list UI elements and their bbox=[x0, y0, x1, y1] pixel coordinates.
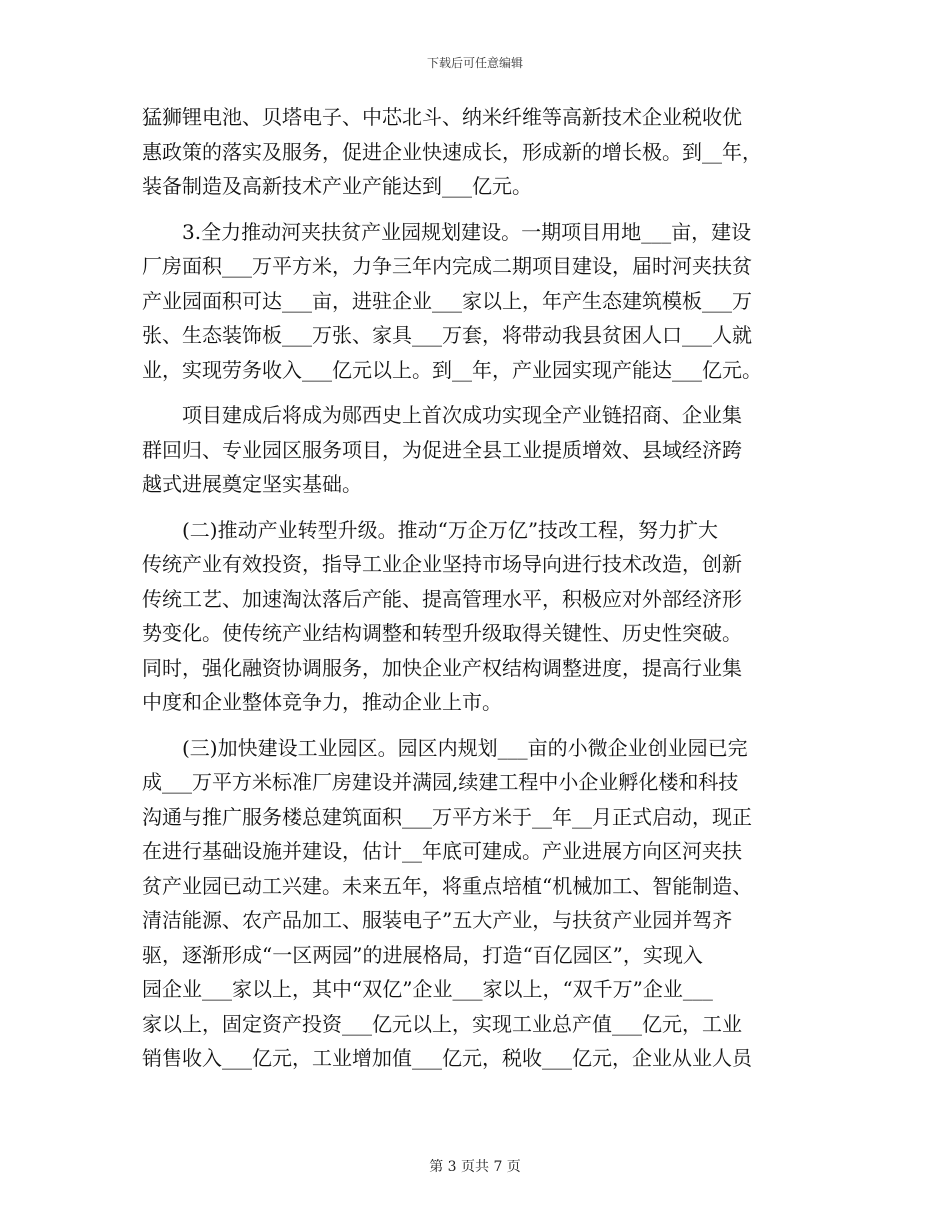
paragraph-3 bbox=[142, 398, 810, 502]
paragraph-5 bbox=[142, 731, 810, 1076]
paragraph-1 bbox=[142, 100, 810, 204]
text-line: 家以上，固定资产投资___亿元以上，实现工业总产值___亿元，工业 bbox=[142, 1011, 742, 1036]
text-line: 惠政策的落实及服务，促进企业快速成长，形成新的增长极。到__年， bbox=[142, 139, 762, 164]
header-text: 下载后可任意编辑 bbox=[426, 56, 523, 70]
text-line: 业，实现劳务收入___亿元以上。到__年，产业园实现产能达___亿元。 bbox=[142, 357, 762, 382]
text-line: 项目建成后将成为郧西史上首次成功实现全产业链招商、企业集 bbox=[182, 403, 742, 427]
text-line: 厂房面积___万平方米，力争三年内完成二期项目建设，届时河夹扶贫 bbox=[142, 254, 752, 278]
page-footer bbox=[0, 1156, 950, 1176]
paragraph-2 bbox=[142, 215, 810, 388]
page-header bbox=[0, 54, 950, 71]
text-line: 成___万平方米标准厂房建设并满园,续建工程中小企业孵化楼和科技 bbox=[142, 770, 739, 794]
text-line: (三)加快建设工业园区。园区内规划___亩的小微企业创业园已完 bbox=[182, 735, 748, 760]
text-line: 群回归、专业园区服务项目，为促进全县工业提质增效、县域经济跨 bbox=[142, 437, 742, 462]
text-line: 贫产业园已动工兴建。未来五年，将重点培植“机械加工、智能制造、 bbox=[142, 873, 753, 898]
text-line: 张、生态装饰板___万张、家具___万套，将带动我县贫困人口___人就 bbox=[142, 323, 752, 347]
text-line: 园企业___家以上，其中“双亿”企业___家以上，“双千万”企业___ bbox=[142, 977, 713, 1001]
paragraph-4 bbox=[142, 513, 810, 720]
text-line: 驱，逐渐形成“一区两园”的进展格局，打造“百亿园区”，实现入 bbox=[142, 942, 703, 967]
text-line: 沟通与推广服务楼总建筑面积___万平方米于__年__月正式启动，现正 bbox=[142, 804, 752, 829]
text-line: 传统产业有效投资，指导工业企业坚持市场导向进行技术改造，创新 bbox=[142, 552, 742, 576]
text-line: 产业园面积可达___亩，进驻企业___家以上，年产生态建筑模板___万 bbox=[142, 288, 752, 313]
text-line: 中度和企业整体竞争力，推动企业上市。 bbox=[142, 690, 502, 714]
document-body bbox=[142, 100, 810, 1076]
text-line: 势变化。使传统产业结构调整和转型升级取得关键性、历史性突破。 bbox=[142, 621, 742, 645]
text-line: 装备制造及高新技术产业产能达到___亿元。 bbox=[142, 174, 532, 198]
text-line: 同时，强化融资协调服务，加快企业产权结构调整进度，提高行业集 bbox=[142, 655, 742, 680]
page-number: 第 3 页共 7 页 bbox=[429, 1159, 521, 1175]
text-line: 在进行基础设施并建设，估计__年底可建成。产业进展方向区河夹扶 bbox=[142, 839, 742, 863]
text-line: 3.全力推动河夹扶贫产业园规划建设。一期项目用地___亩，建设 bbox=[182, 219, 752, 244]
text-line: 销售收入___亿元，工业增加值___亿元，税收___亿元，企业从业人员 bbox=[142, 1046, 752, 1070]
text-line: 猛狮锂电池、贝塔电子、中芯北斗、纳米纤维等高新技术企业税收优 bbox=[142, 105, 742, 129]
text-line: 清洁能源、农产品加工、服装电子”五大产业，与扶贫产业园并驾齐 bbox=[142, 908, 733, 932]
text-line: 传统工艺、加速淘汰落后产能、提高管理水平，积极应对外部经济形 bbox=[142, 586, 742, 611]
text-line: (二)推动产业转型升级。推动“万企万亿”技改工程，努力扩大 bbox=[182, 517, 719, 542]
text-line: 越式进展奠定坚实基础。 bbox=[142, 472, 362, 496]
